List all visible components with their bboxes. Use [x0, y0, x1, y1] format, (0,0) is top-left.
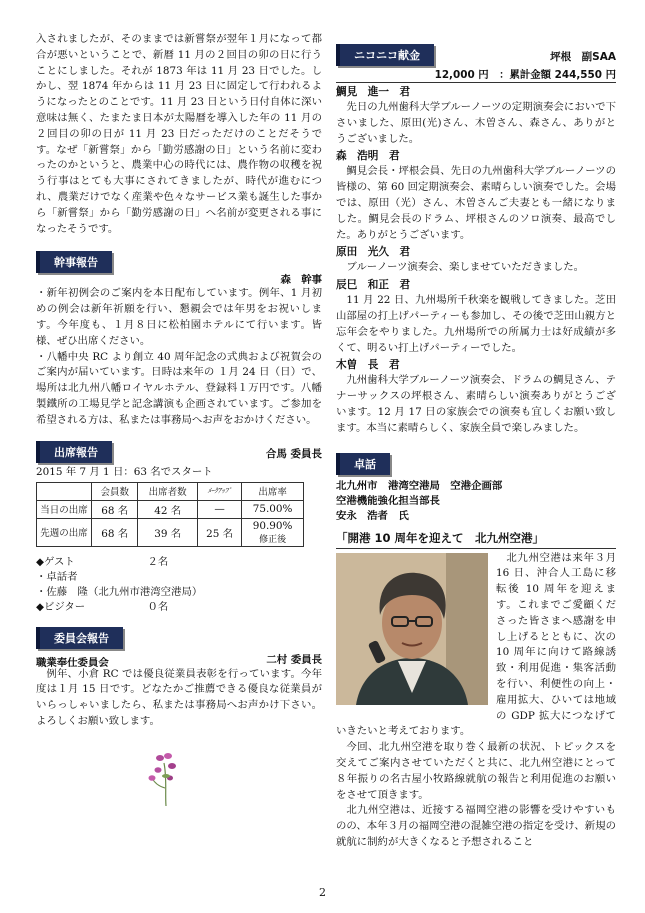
committee-text: 例年、小倉 RC では優良従業員表彰を行っています。今年度は１月 15 日です。どなたかご推薦できる優良な従業員がいらっしゃいましたら、私または事務局へお声かけ下さい。よろしくお願い致します。	[36, 667, 322, 727]
donor-name: 辰巳 和正 君	[336, 279, 411, 292]
intro-paragraph: 入されましたが、そのままでは新嘗祭が翌年１月になって都合が悪いということで、新暦 11 月の２回目の卯の日に行うことにしました。それが 1873 年は 11 月 23 日でした。しかし、翌 1874 年からは 11 月 23 日に固定して行われるようになったとのことです。11 月 23 日という日付自体に深い意味は無く、たまたま日本が太陽暦を導入した年の 11 月の２回目の卯の日が 11 月 23 日だっただけのことだそうです。なぜ「新嘗祭」から「勤労感謝の日」という名前に変わったのかというと、農業中心の時代には、農作物の収穫を祝う行事はとても大事にされてきましたが、時代が進むにつれ、農業だけでなく産業や色々なサービス業も誕生した事から「新嘗祭」から「勤労感謝の日」へ名前が変更される事になったそうです。	[36, 33, 322, 235]
committee-title: 委員会報告	[36, 627, 123, 649]
talk-paragraph-3: 北九州空港は、近接する福岡空港の影響を受けやすいものの、本年３月の福岡空港の混雑空港の指定を受け、新規の就航に制約が大きくなると予想されること	[336, 804, 616, 848]
table-row	[37, 500, 304, 518]
speaker-line: ・卓話者	[36, 570, 78, 583]
table-header-cell: 出席者数	[138, 482, 198, 500]
attendance-author: 合馬 委員長	[265, 447, 322, 460]
table-cell: 68 名	[92, 500, 138, 518]
visitor-line: ◆ビジター ０名	[36, 600, 169, 613]
donor-name: 鯛見 進一 君	[336, 86, 411, 98]
kanji-report-author: 森 幹事	[280, 274, 322, 287]
page-number: 2	[319, 886, 326, 899]
table-cell: 75.00%	[242, 500, 304, 518]
donor-name: 森 浩明 君	[336, 150, 400, 163]
row-label: 当日の出席	[37, 500, 92, 518]
right-column	[336, 44, 616, 851]
kanji-report-p1: ・新年初例会のご案内を本日配布しています。例年、1 月初めの例会は新年祈願を行い、懇親会では年男をお祝いします。今年度も、１月８日に松柏園ホテルにて行います。皆様、ぜひ出席ください。	[36, 287, 322, 347]
table-cell: 42 名	[138, 500, 198, 518]
committee-header	[36, 627, 322, 647]
attendance-title: 出席報告	[36, 441, 112, 463]
rate-note: 修正後	[259, 534, 287, 545]
donor-message: 九州歯科大学ブルーノーツ演奏会、ドラムの鯛見さん、テナーサックスの坪根さん、素晴らしい演奏ありがとうございます。12 月 17 日の家族会での演奏も宜しくお願い致します。本当に素晴らしく、家族全員で楽しみました。	[336, 374, 616, 434]
committee-subheader	[36, 651, 322, 667]
attendance-table	[36, 482, 304, 547]
speaker-photo	[336, 553, 488, 705]
kanji-report-p2: ・八幡中央 RC より創立 40 周年記念の式典および祝賀会のご案内が届いています。日時は来年の １月 24 日（日）で、場所は北九州八幡ロイヤルホテル、登録料１万円です。八幡製鐵所の工場見学と記念講演も企画されています。ご参加を希望される方は、私または事務局へお声をおかけください。	[36, 350, 322, 426]
speaker-name: 安永 浩者 氏	[336, 509, 409, 522]
speaker-position: 空港機能強化担当部長	[336, 494, 440, 507]
attendance-date: 2015 年 7 月 1 日：63 名でスタート	[36, 465, 213, 478]
speaker-org: 北九州市 港湾空港局 空港企画部	[336, 479, 503, 492]
talk-paragraph-2: 今回、北九州空港を取り巻く最新の状況、トピックスを交えてご案内させていただくと共に、北九州空港にとって８年振りの名古屋小牧路線就航の報告と利用促進のお願いをさせて頂きます。	[336, 741, 616, 801]
donor-message: 先日の九州歯科大学ブルーノーツの定期演奏会においで下さいました、原田(光)さん、木曽さん、森さん、ありがとうございました。	[336, 101, 616, 145]
nico-title: ニコニコ献金	[336, 44, 434, 66]
talk-title: 卓話	[336, 453, 390, 475]
table-cell: 25 名	[197, 518, 241, 546]
table-row	[37, 518, 304, 546]
donor-name: 木曽 長 君	[336, 359, 400, 372]
attendance-header	[36, 441, 322, 461]
talk-paragraph-1: 北九州空港は来年３月 16 日、沖合人工島に移転後 10 周年を迎えます。これまでご愛顧くださった皆さまへ感謝を申し上げるとともに、次の 10 周年に向けて路線誘致・利用促進・集客活動を行い、利便性の向上・雇用拡大、ひいては地域の GDP 拡大につなげていきたいと考えております。	[336, 551, 616, 738]
kanji-report-header	[36, 251, 322, 271]
donor-message: 鯛見会長・坪根会員、先日の九州歯科大学ブルーノーツの皆様の、第 60 回定期演奏会、素晴らしい演奏でした。会場では、原田（光）さん、木曽さんご夫妻とも一緒になりました。鯛見会長のドラム、坪根さんのソロ演奏、最高でした。ありがとうございます。	[336, 165, 616, 241]
donor-name: 原田 光久 君	[336, 246, 411, 259]
talk-header	[336, 453, 616, 473]
committee-sub: 職業奉仕委員会	[36, 656, 109, 669]
nico-total: 12,000 円 ：累計金額 244,550 円	[336, 64, 616, 83]
donor-message: ブルーノーツ演奏会、楽しませていただきました。	[346, 261, 585, 274]
table-cell: —	[197, 500, 241, 518]
left-column	[36, 32, 322, 808]
speaker-name-line: ・佐藤 隆（北九州市港湾空港局）	[36, 585, 203, 598]
rate-value: 90.90%	[252, 519, 293, 532]
table-cell: 39 名	[138, 518, 198, 546]
nico-author: 坪根 副SAA	[550, 51, 616, 63]
committee-author: 二村 委員長	[266, 653, 322, 666]
table-header-cell: 会員数	[92, 482, 138, 500]
table-header-cell: 出席率	[242, 482, 304, 500]
table-cell	[242, 518, 304, 546]
table-header-cell	[37, 482, 92, 500]
table-header-row	[37, 482, 304, 500]
row-label: 先週の出席	[37, 518, 92, 546]
kanji-report-title: 幹事報告	[36, 251, 112, 273]
donor-message: 11 月 22 日、九州場所千秋楽を観戦してきました。芝田山部屋の打上げパーティーも参加し、その後で芝田山親方と忘年会をやりました。九州場所での所属力士は好成績が多くて、明るい打上げパーティーでした。	[336, 294, 616, 354]
nico-header	[336, 44, 616, 64]
talk-headline: 「開港 10 周年を迎えて 北九州空港」	[336, 530, 616, 549]
table-header-cell: ﾒｰｸｱｯﾌﾟ	[197, 482, 241, 500]
table-cell: 68 名	[92, 518, 138, 546]
flower-illustration	[146, 748, 186, 808]
guest-line: ◆ゲスト ２名	[36, 555, 169, 568]
